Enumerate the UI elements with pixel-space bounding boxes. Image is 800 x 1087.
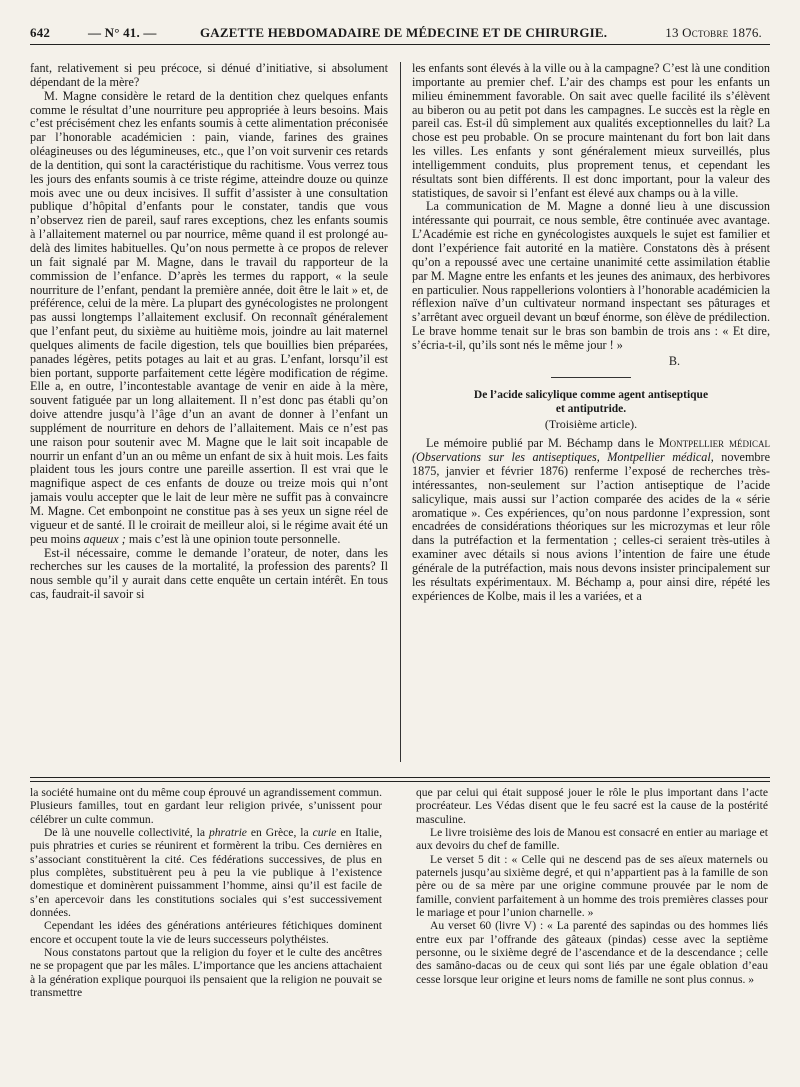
- feuilleton-rule: [30, 777, 770, 778]
- paragraph-text: De là une nouvelle collectivité, la: [44, 826, 206, 840]
- paragraph: la société humaine ont du même coup éprouvé un agrandissement commun. Plusieurs familles, tout en gardant leur religion privée, s’unissent pour célébrer un culte commun.: [30, 786, 382, 826]
- article-title-line: et antiputride.: [555, 402, 627, 415]
- date-day: 13: [665, 25, 679, 40]
- journal-reference: Montpellier médical: [658, 436, 770, 451]
- date-month: Octobre: [682, 25, 729, 40]
- paragraph-text: Le mémoire publié par M. Béchamp dans le: [426, 436, 654, 451]
- paragraph: [30, 90, 388, 547]
- article-title: [412, 388, 770, 416]
- date-year: 1876.: [731, 25, 762, 40]
- paragraph: Cependant les idées des générations antérieures fétichiques dominent encore et occupent toute la vie de leurs successeurs polythéistes.: [30, 919, 382, 946]
- journal-title: GAZETTE HEBDOMADAIRE DE MÉDECINE ET DE CHIRURGIE.: [200, 25, 608, 40]
- upper-columns: [30, 48, 770, 768]
- newspaper-page: [30, 22, 770, 1072]
- author-signature: B.: [668, 353, 680, 368]
- paragraph: les enfants sont élevés à la ville ou à la campagne? C’est là une condition importante au premier chef. L’air des champs est pour les enfants un milieu éminemment favorable. On sait avec quelle facilité ils s’élèvent au biberon ou au petit pot dans les campagnes. Le succès est la règle en pareil cas. Est-il dû simplement aux qualités exceptionnelles du lait? La chose est peu probable. On se procure maintenant du fort bon lait dans les villes. Les enfants y sont généralement mieux surveillés, plus intelligemment conduits, plus proprement tenus, et cependant les résultats sont bien différents. Il est donc important, pour la valeur des statistiques, de savoir si l’enfant est élevé aux champs ou à la ville.: [412, 62, 770, 200]
- italic-citation: (Observations sur les antiseptiques, Montpellier médical,: [412, 450, 714, 465]
- paragraph: Nous constatons partout que la religion du foyer et le culte des ancêtres ne se propagent que par les mâles. L’importance que les anciens attachaient à la génération explique pourquoi ils pensaient que la religion ne pouvait se transmettre: [30, 946, 382, 1000]
- italic-word: aqueux ;: [83, 531, 126, 546]
- paragraph: [412, 437, 770, 603]
- italic-word: phratrie: [208, 826, 247, 840]
- paragraph-text: en Italie, puis phratries et curies se réunirent et formèrent la tribu. Ces dernières en s’associant constituèrent la cité. Ces fédérations successives, de plus en plus complètes, substituèrent peu à peu la vie publique à l’existence domestique et dominèrent puissamment l’homme, ainsi qu’il est facile de s’en apercevoir dans les constitutions sociales qui s’est successivement données.: [30, 826, 382, 920]
- column-divider: [400, 62, 401, 762]
- paragraph: Le verset 5 dit : « Celle qui ne descend pas de ses aïeux maternels ou paternels jusqu’au sixième degré, et qui n’appartient pas à la famille de son père ou de sa mère par une origine commune prouvée par le nom de famille, convient parfaitement à un homme des trois premières classes pour le mariage et pour l’union charnelle. »: [416, 852, 768, 920]
- issue-number: — N° 41. —: [88, 25, 157, 40]
- paragraph-text: mais c’est là une opinion toute personnelle.: [128, 531, 341, 546]
- paragraph: fant, relativement si peu précoce, si dénué d’initiative, si absolument dépendant de la mère?: [30, 62, 388, 89]
- paragraph: que par celui qui était supposé jouer le rôle le plus important dans l’acte procréateur. Les Védas disent que le feu sacré est la cause de la postérité masculine.: [416, 786, 768, 826]
- article-subtitle: (Troisième article).: [544, 416, 638, 431]
- paragraph: Le livre troisième des lois de Manou est consacré en entier au mariage et aux devoirs du chef de famille.: [416, 826, 768, 853]
- paragraph: La communication de M. Magne a donné lieu à une discussion intéressante qui pourrait, ce nous semble, être continuée avec avantage. L’Académie est riche en gynécologistes auxquels le sujet est familier et dont l’expérience fait autorité en la matière. Constatons dès à présent qu’on a repoussé avec une certaine unanimité cette assimilation établie par M. Magne entre les enfants et les jeunes des animaux, des herbivores en particulier. Nous rappellerions volontiers à l’honorable académicien la réflexion naïve d’un cultivateur normand inspectant ses pâturages et s’arrêtant avec orgueil devant un bœuf énorme, son élève de prédilection. Le brave homme tenait sur le bras son bambin de trois ans : « Et dire, s’écria-t-il, qu’ils sont nés le même jour ! »: [412, 199, 770, 352]
- feuilleton-section: [30, 786, 770, 1076]
- right-column: [412, 62, 770, 762]
- article-title-line: De l’acide salicylique comme agent antiseptique: [473, 388, 709, 401]
- page-number: 642: [30, 25, 51, 40]
- feuilleton-left-column: [30, 786, 382, 1076]
- paragraph-text: M. Magne considère le retard de la dentition chez quelques enfants comme le résultat d’une nourriture peu appropriée à leurs besoins. Mais c’est précisément chez les enfants soumis à cette alimentation préconisée par l’honorable académicien : pain, viande, farines des graines oléagineuses ou des légumineuses, etc., que l’on voit survenir ces retards de la dentition, qui sont la caractéristique du rachitisme. Vous verrez tous les jours des enfants soumis à ce triste régime, atteindre douze ou quinze mois avec une ou deux incisives. Il suffit d’assister à une consultation publique d’hôpital d’enfants pour le constater, tandis que vous n’observez rien de pareil, sauf rares exceptions, chez les enfants soumis à l’allaitement maternel ou par nourrice, même quand il est prolongé au-delà des limites habituelles. Qu’on nous permette à ce propos de relever un fait signalé par M. Magne, dans le travail du rapporteur de la commission de l’enfance. D’après les termes du rapport, « la seule nourriture de l’enfant, pendant la première année, doit être le lait » et, de préférence, celui de la mère. La plupart des gynécologistes ne prolongent pas aussi longtemps l’allaitement exclusif. On reconnaît généralement que l’enfant peut, du sixième au huitième mois, joindre au lait maternel quelques aliments de facile digestion, tels que bouillies bien préparées, panades légères, petits potages au lait et au gras. L’enfant, lorsqu’il est bien portant, supporte parfaitement cette légère modification de régime. Elle a, en outre, l’incontestable avantage de venir en aide à la mère, souvent fatiguée par un long allaitement. Il n’est donc pas établi qu’on doive attendre jusqu’à l’âge d’un an avant de donner à l’enfant un supplément de nourriture en dehors de l’allaitement. Mais ce n’est pas une raison pour soutenir avec M. Magne que le lait soit incapable de nourrir un enfant d’un an ou même un enfant de six à huit mois. Les faits plaident tous les jours contre une pareille assertion. Il est vrai que le magnifique aspect de ces enfants de douze ou treize mois qui n’ont jamais voulu accepter que le lait de leur mère ne suffit pas à convaincre M. Magne. Cet embonpoint ne constitue pas à ses yeux un signe réel de vigueur et de santé. Il le croirait de meilleur aloi, si le régime avait été un peu moins: [30, 88, 388, 546]
- feuilleton-right-column: [416, 786, 768, 1076]
- paragraph-text: en Grèce, la: [250, 826, 309, 840]
- issue-date: [665, 22, 762, 44]
- paragraph: Au verset 60 (livre V) : « La parenté des sapindas ou des hommes liés entre eux par l’offrande des gâteaux (pindas) cesse avec la septième personne, ou le sixième degré de l’ascendance et de la descendance ; celle des samâno-dacas ou de ceux qui sont liés par une égale oblation d’eau cesse lorsque leur origine et leurs noms de famille ne sont plus connus. »: [416, 919, 768, 986]
- paragraph: [30, 826, 382, 919]
- page-header: [30, 22, 770, 45]
- paragraph: Est-il nécessaire, comme le demande l’orateur, de noter, dans les recherches sur les causes de la mortalité, la profession des parents? Il nous semble qu’il y aurait dans cette enquête un certain intérêt. En tous cas, faudrait-il savoir si: [30, 545, 388, 602]
- section-divider: [551, 377, 631, 378]
- paragraph-text: novembre 1875, janvier et février 1876) renferme l’exposé de recherches très-intéressantes, non-seulement sur l’action antiseptique de l’acide salicylique, mais aussi sur l’action comparée des acides de la « série aromatique ». Ces expériences, qu’on nous pardonne l’expression, sont encadrées de considérations théoriques sur les microzymas et leur rôle dans la putréfaction et la fermentation ; celles-ci seraient très-utiles à examiner avec détails si nous avions l’intention de faire une étude générale de la putréfaction, mais nous devons insister principalement sur les résultats expérimentaux. M. Béchamp a, pour ainsi dire, répété les expériences de Kolbe, mais il les a variées, et a: [412, 450, 770, 603]
- italic-word: curie: [312, 826, 337, 840]
- feuilleton-rule-thin: [30, 781, 770, 782]
- left-column: [30, 62, 388, 762]
